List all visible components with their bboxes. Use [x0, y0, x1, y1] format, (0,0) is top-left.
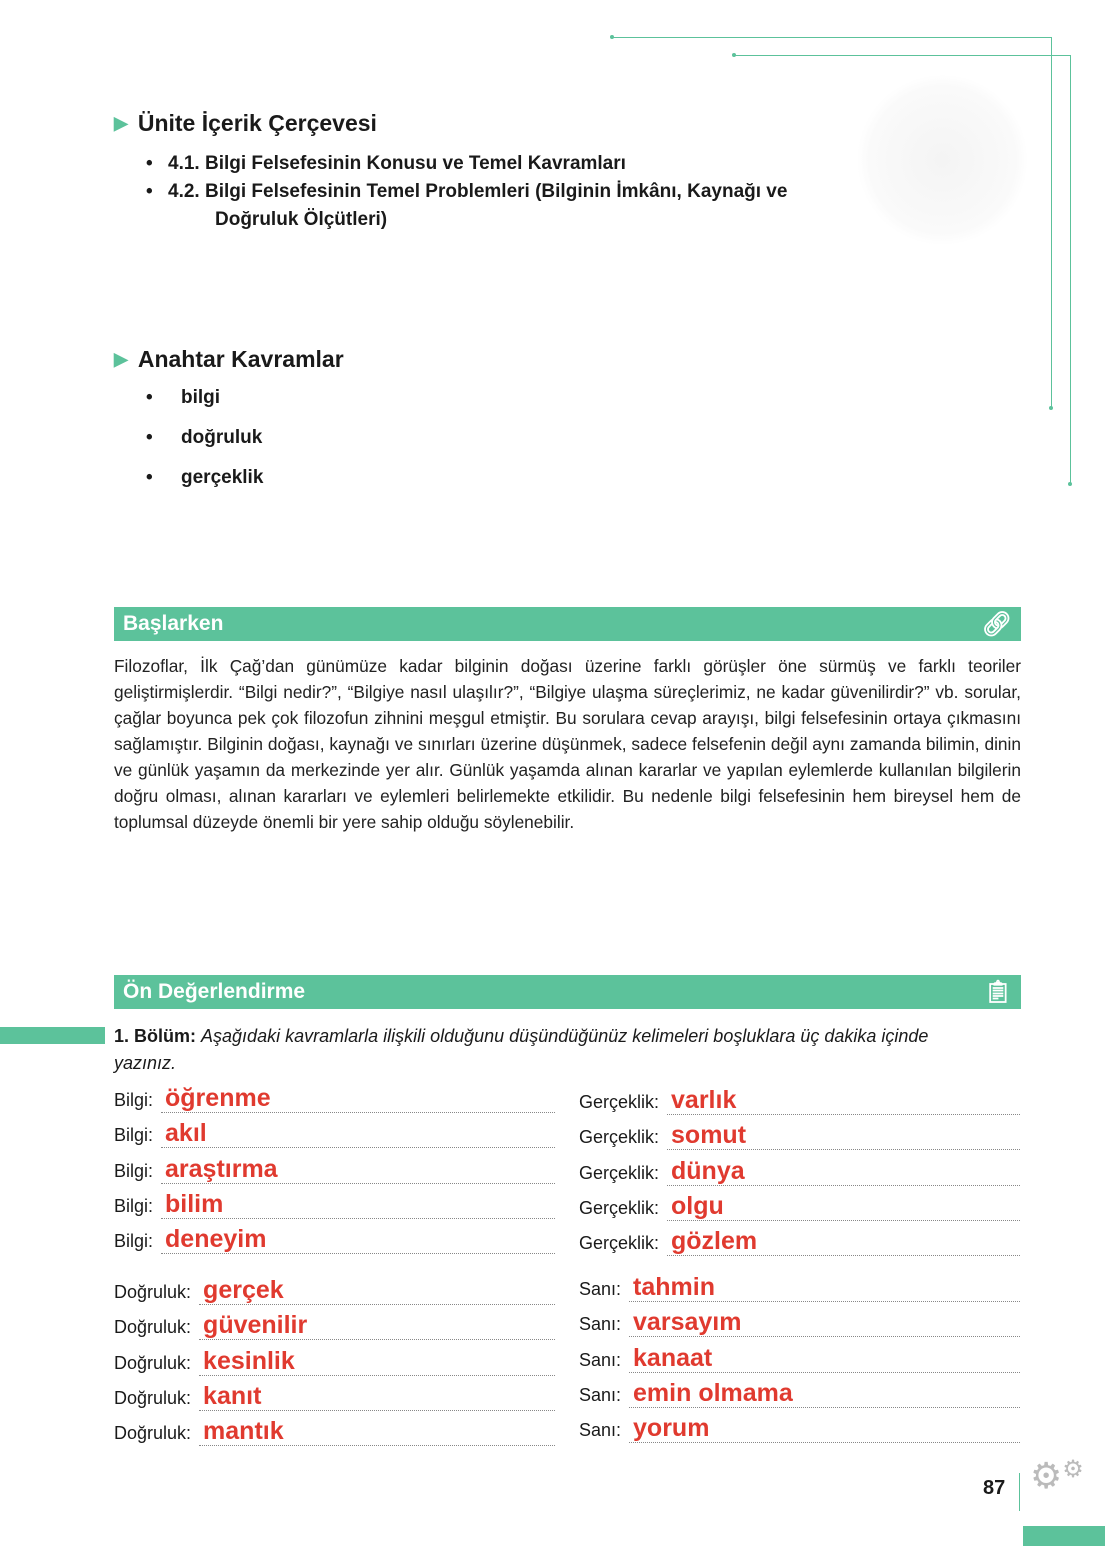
answer-blank[interactable] [629, 1378, 1020, 1408]
answer-blank[interactable] [667, 1226, 1020, 1256]
fill-in-row [579, 1085, 1020, 1115]
unit-item-text: 4.2. Bilgi Felsefesinin Temel Problemleri (Bilginin İmkânı, Kaynağı ve [168, 181, 788, 202]
handwritten-answer: tahmin [633, 1273, 715, 1301]
starting-header-bar [114, 607, 1021, 641]
handwritten-answer: kanıt [203, 1381, 262, 1410]
frame-line [612, 37, 1052, 38]
concept-label: Doğruluk: [114, 1387, 192, 1408]
frame-dot [1068, 482, 1072, 486]
fill-in-row [579, 1343, 1020, 1373]
frame-dot [610, 35, 614, 39]
concept-item: • bilgi [146, 387, 221, 408]
fill-in-row [579, 1307, 1020, 1337]
answer-blank[interactable] [667, 1156, 1020, 1186]
part-label: 1. Bölüm: [114, 1026, 197, 1046]
concept-label: Sanı: [579, 1279, 622, 1299]
concept-label: Gerçeklik: [579, 1127, 660, 1148]
answer-blank[interactable] [161, 1083, 555, 1113]
concept-label: Bilgi: [114, 1125, 154, 1146]
concept-label: Gerçeklik: [579, 1233, 660, 1254]
starting-paragraph: Filozoflar, İlk Çağ’dan günümüze kadar bilginin doğası üzerine farklı görüşler öne sürmüş ve farklı teoriler geliştirmişlerdir. “Bilgi nedir?”, “Bilgiye nasıl ulaşılır?”, “Bilgiye ulaşma süreçlerimiz, ne kadar güvenilirdir?” vb. sorular, çağlar boyunca pek çok filozofun zihnini meşgul etmiştir. Bu sorulara cevap arayışı, bilgi felsefesinin ortaya çıkmasını sağlamıştır. Bilginin doğası, kaynağı ve sınırları üzerine düşünmek, sadece felsefenin değil aynı zamanda bilimin, dinin ve günlük yaşamın da merkezinde yer alır. Günlük yaşamda alınan kararlar ve yapılan eylemlerde kullanılan bilgilerin doğru olması, alınan kararları ve eylemleri belirlemekte etkilidir. Bu nedenle bilgi felsefesinin hem bireysel hem de toplumsal düzeyde önemli bir yere sahip olduğu söylenebilir. [114, 656, 1021, 832]
pre-eval-title: Ön Değerlendirme [123, 980, 306, 1003]
answer-blank[interactable] [199, 1310, 555, 1340]
answer-blank[interactable] [199, 1381, 555, 1411]
globe-watermark-icon [855, 75, 1030, 245]
fill-in-row [579, 1413, 1020, 1443]
concept-label: Bilgi: [114, 1231, 154, 1252]
concept-item: • gerçeklik [146, 467, 264, 488]
key-concepts-heading [114, 346, 344, 373]
concept-label: Doğruluk: [114, 1423, 192, 1444]
handwritten-answer: somut [671, 1121, 747, 1150]
handwritten-answer: akıl [165, 1119, 207, 1148]
frame-dot [1049, 406, 1053, 410]
handwritten-answer: yorum [633, 1414, 710, 1443]
unit-item-text: Doğruluk Ölçütleri) [215, 209, 388, 230]
concept-label: Gerçeklik: [579, 1092, 660, 1112]
fill-in-row [114, 1416, 555, 1446]
footer-divider [1019, 1473, 1020, 1511]
clipboard-check-icon: 📋︎ [984, 979, 1012, 1004]
handwritten-answer: mantık [203, 1417, 284, 1446]
concept-label: Bilgi: [114, 1160, 154, 1181]
fill-in-row [114, 1381, 555, 1411]
answer-blank[interactable] [629, 1343, 1020, 1373]
handwritten-answer: güvenilir [203, 1311, 308, 1340]
concept-label: Sanı: [579, 1314, 622, 1335]
concept-label: Gerçeklik: [579, 1162, 660, 1183]
side-accent-bar [0, 1027, 105, 1044]
concept-label: Bilgi: [114, 1195, 154, 1216]
concept-text: gerçeklik [181, 467, 264, 488]
answer-blank[interactable] [667, 1120, 1020, 1150]
handwritten-answer: dünya [671, 1156, 745, 1185]
answer-blank[interactable] [161, 1154, 555, 1184]
concept-label: Bilgi: [114, 1090, 154, 1110]
fill-in-row [579, 1272, 1020, 1302]
concept-label: Sanı: [579, 1384, 622, 1405]
instruction-text: Aşağıdaki kavramlarla ilişkili olduğunu düşündüğünüz kelimeleri boşluklara üç dakika içinde yazınız. [114, 1026, 929, 1073]
concept-label: Doğruluk: [114, 1317, 192, 1338]
answer-blank[interactable] [667, 1085, 1020, 1115]
handwritten-answer: varlık [671, 1086, 737, 1114]
handwritten-answer: gerçek [203, 1276, 284, 1304]
handwritten-answer: varsayım [633, 1308, 742, 1337]
unit-item: • 4.2. Bilgi Felsefesinin Temel Problemleri (Bilginin İmkânı, Kaynağı ve [146, 181, 788, 202]
answer-blank[interactable] [199, 1275, 555, 1305]
fill-in-row [114, 1224, 555, 1254]
concept-label: Gerçeklik: [579, 1197, 660, 1218]
frame-line [734, 55, 1071, 56]
fill-in-row [114, 1275, 555, 1305]
concept-label: Sanı: [579, 1349, 622, 1370]
fill-in-row [579, 1191, 1020, 1221]
triangle-bullet-icon: ▶ [114, 349, 128, 369]
triangle-bullet-icon: ▶ [114, 113, 128, 133]
page-number: 87 [983, 1477, 1006, 1499]
gears-icon: ⚙⚙ [1030, 1455, 1084, 1496]
handwritten-answer: emin olmama [633, 1378, 793, 1407]
pre-eval-header-bar [114, 975, 1021, 1009]
unit-item: • 4.1. Bilgi Felsefesinin Konusu ve Temel Kavramları [146, 153, 626, 174]
fill-in-row [579, 1120, 1020, 1150]
answer-blank[interactable] [199, 1346, 555, 1376]
key-concepts-title: Anahtar Kavramlar [137, 346, 344, 372]
fill-in-row [114, 1346, 555, 1376]
link-icon: 🔗︎ [981, 610, 1012, 638]
frame-line [1051, 37, 1052, 409]
answer-blank[interactable] [667, 1191, 1020, 1221]
unit-frame-title: Ünite İçerik Çerçevesi [137, 110, 377, 136]
concept-label: Doğruluk: [114, 1352, 192, 1373]
unit-frame-heading [114, 110, 377, 137]
frame-dot [732, 53, 736, 57]
answer-blank[interactable] [161, 1189, 555, 1219]
concept-item: • doğruluk [146, 427, 263, 448]
fill-in-row [114, 1189, 555, 1219]
answer-blank[interactable] [629, 1413, 1020, 1443]
fill-in-row [579, 1156, 1020, 1186]
handwritten-answer: kesinlik [203, 1346, 295, 1375]
handwritten-answer: bilim [165, 1189, 224, 1218]
concept-text: bilgi [181, 387, 221, 408]
starting-title: Başlarken [123, 612, 224, 635]
concept-label: Sanı: [579, 1420, 622, 1441]
fill-in-row [114, 1154, 555, 1184]
frame-line [1070, 55, 1071, 485]
fill-in-row [114, 1083, 555, 1113]
fill-in-row [114, 1118, 555, 1148]
answer-blank[interactable] [161, 1224, 555, 1254]
footer-accent-bar [1023, 1526, 1105, 1546]
unit-item-continuation [215, 209, 387, 231]
concept-label: Doğruluk: [114, 1282, 192, 1302]
handwritten-answer: öğrenme [165, 1084, 271, 1112]
handwritten-answer: araştırma [165, 1154, 278, 1183]
handwritten-answer: gözlem [671, 1227, 758, 1256]
handwritten-answer: kanaat [633, 1343, 713, 1372]
answer-blank[interactable] [629, 1307, 1020, 1337]
answer-blank[interactable] [629, 1272, 1020, 1302]
fill-in-row [579, 1226, 1020, 1256]
answer-blank[interactable] [199, 1416, 555, 1446]
concept-text: doğruluk [181, 427, 263, 448]
unit-item-text: 4.1. Bilgi Felsefesinin Konusu ve Temel Kavramları [168, 153, 626, 174]
fill-in-row [579, 1378, 1020, 1408]
handwritten-answer: deneyim [165, 1225, 267, 1254]
handwritten-answer: olgu [671, 1191, 724, 1220]
pre-eval-instruction [114, 1023, 974, 1077]
answer-blank[interactable] [161, 1118, 555, 1148]
fill-in-row [114, 1310, 555, 1340]
